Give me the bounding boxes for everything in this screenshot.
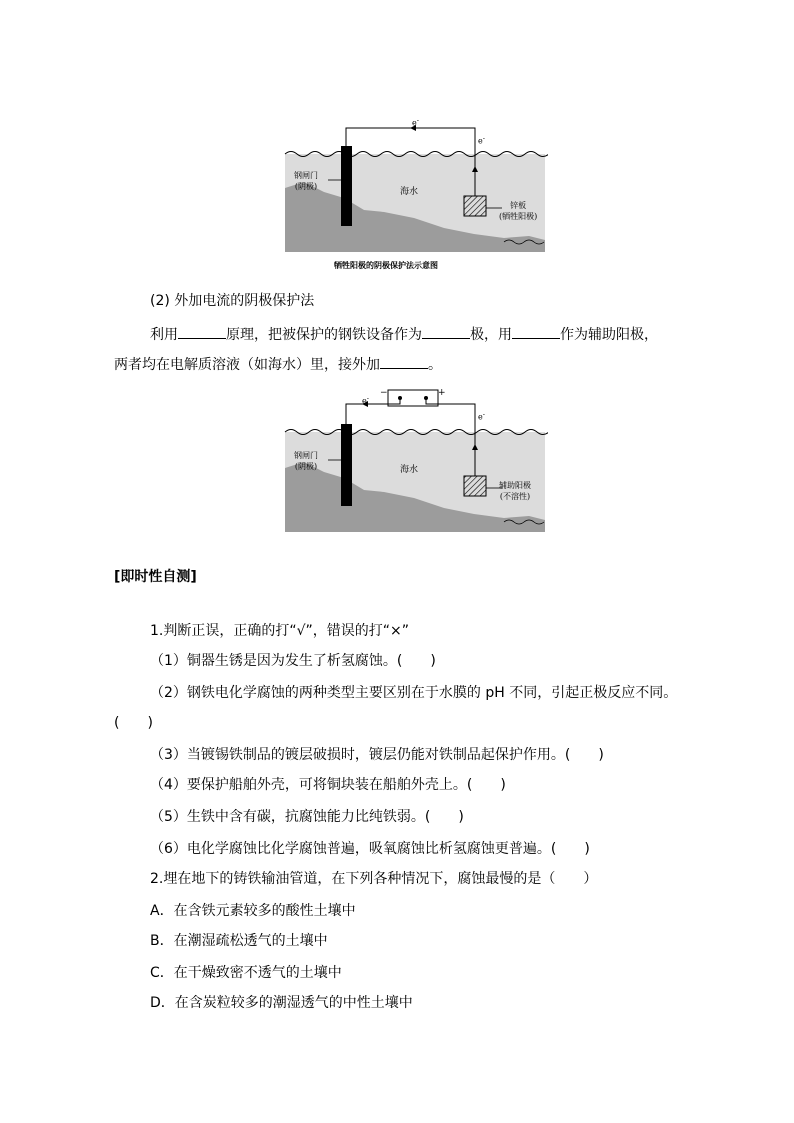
section2-line2: 两者均在电解质溶液（如海水）里，接外加 。 [114,354,442,374]
section2-title: (2) 外加电流的阴极保护法 [150,293,315,309]
seawater-label: 海水 [400,187,419,197]
q1-item-6: （6）电化学腐蚀比化学腐蚀普遍，吸氧腐蚀比析氢腐蚀更普遍。( ) [150,841,590,857]
q2-title: 2.埋在地下的铸铁输油管道，在下列各种情况下，腐蚀最慢的是（ ） [150,871,598,887]
auxiliary-anode-label: 辅助阳极 (不溶性) [499,481,531,501]
q1-item-1: （1）铜器生锈是因为发生了析氢腐蚀。( ) [150,653,436,669]
q2-option-a: A．在含铁元素较多的酸性土壤中 [150,903,356,919]
electron-label-right: e- [478,134,485,146]
blank-3[interactable] [512,324,560,339]
q1-title: 1.判断正误，正确的打“√”，错误的打“×” [150,623,410,639]
gate-label: 钢闸门 (阴极) [294,171,318,191]
zinc-anode-label: 锌板 (牺牲阳极) [499,201,538,221]
q1-item-4: （4）要保护船舶外壳，可将铜块装在船舶外壳上。( ) [150,777,506,793]
blank-2[interactable] [422,324,470,339]
steel-gate [341,146,352,226]
q1-item-5: （5）生铁中含有碳，抗腐蚀能力比纯铁弱。( ) [150,809,464,825]
blank-4[interactable] [380,354,428,369]
zinc-plate [464,196,486,216]
q2-option-d: D．在含炭粒较多的潮湿透气的中性土壤中 [150,995,413,1011]
blank-1[interactable] [178,324,226,339]
q2-option-b: B．在潮湿疏松透气的土壤中 [150,933,328,949]
plus-sign: + [438,388,446,398]
gate-label: 钢闸门 (阴极) [294,451,318,471]
auxiliary-anode [464,476,486,496]
figure-impressed-current [284,386,548,534]
electron-label-top: e- [412,116,419,128]
seawater-label: 海水 [400,465,419,475]
section2-line1: 利用 原理，把被保护的钢铁设备作为 极，用 作为辅助阳极， [150,324,658,344]
figure1-caption: 牺牲阳极的阴极保护法示意图 [334,260,438,270]
q1-item-2: （2）钢铁电化学腐蚀的两种类型主要区别在于水膜的 pH 不同，引起正极反应不同。 [150,685,678,701]
q1-item-2-cont: ( ) [114,715,153,731]
steel-gate [341,424,352,506]
electron-label-right: e- [478,410,485,422]
minus-sign: − [380,388,388,398]
self-test-heading: [即时性自测] [114,569,197,585]
q2-option-c: C．在干燥致密不透气的土壤中 [150,965,342,981]
electron-label-left: e- [362,394,369,406]
q1-item-3: （3）当镀锡铁制品的镀层破损时，镀层仍能对铁制品起保护作用。( ) [150,747,604,763]
